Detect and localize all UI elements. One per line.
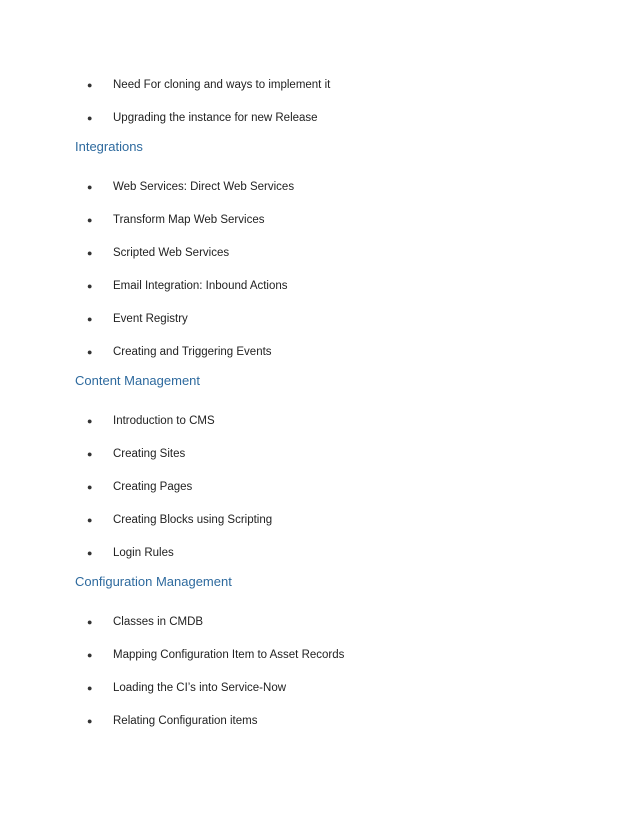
list-item (84, 680, 286, 696)
bullet-icon: ● (87, 347, 93, 357)
bullet-icon: ● (87, 650, 93, 660)
section-heading-configuration-management: Configuration Management (75, 574, 232, 589)
bullet-icon: ● (87, 416, 93, 426)
list-item (84, 212, 264, 228)
list-item-text: Creating Pages (113, 481, 193, 493)
list-item-text: Upgrading the instance for new Release (113, 112, 318, 124)
list-item (84, 179, 294, 195)
list-item (84, 278, 288, 294)
list-item-text: Scripted Web Services (113, 247, 230, 259)
list-item-text: Mapping Configuration Item to Asset Records (113, 649, 345, 661)
list-item-text: Relating Configuration items (113, 715, 258, 727)
list-item-text: Creating and Triggering Events (113, 346, 272, 358)
bullet-icon: ● (87, 482, 93, 492)
list-item-text: Creating Sites (113, 448, 186, 460)
list-item (84, 344, 272, 360)
bullet-icon: ● (87, 548, 93, 558)
list-item (84, 614, 203, 630)
list-item-text: Event Registry (113, 313, 188, 325)
list-item-text: Login Rules (113, 547, 174, 559)
list-item-text: Introduction to CMS (113, 415, 215, 427)
bullet-icon: ● (87, 449, 93, 459)
bullet-icon: ● (87, 716, 93, 726)
list-item-text: Creating Blocks using Scripting (113, 514, 273, 526)
list-item-text: Web Services: Direct Web Services (113, 181, 295, 193)
bullet-icon: ● (87, 281, 93, 291)
bullet-icon: ● (87, 314, 93, 324)
bullet-icon: ● (87, 515, 93, 525)
bullet-icon: ● (87, 80, 93, 90)
list-item (84, 479, 192, 495)
list-item (84, 713, 257, 729)
list-item-text: Email Integration: Inbound Actions (113, 280, 288, 292)
list-item (84, 512, 272, 528)
list-item (84, 446, 185, 462)
list-item-text: Loading the CI’s into Service-Now (113, 682, 287, 694)
section-heading-integrations: Integrations (75, 139, 143, 154)
bullet-icon: ● (87, 617, 93, 627)
list-item (84, 413, 215, 429)
bullet-icon: ● (87, 248, 93, 258)
bullet-icon: ● (87, 113, 93, 123)
list-item (84, 311, 188, 327)
list-item-text: Classes in CMDB (113, 616, 204, 628)
list-item-text: Need For cloning and ways to implement it (113, 79, 331, 91)
list-item (84, 545, 174, 561)
bullet-icon: ● (87, 215, 93, 225)
list-item-text: Transform Map Web Services (113, 214, 265, 226)
bullet-icon: ● (87, 182, 93, 192)
list-item (84, 110, 318, 126)
list-item (84, 647, 344, 663)
section-heading-content-management: Content Management (75, 373, 201, 388)
bullet-icon: ● (87, 683, 93, 693)
list-item (84, 77, 330, 93)
list-item (84, 245, 229, 261)
